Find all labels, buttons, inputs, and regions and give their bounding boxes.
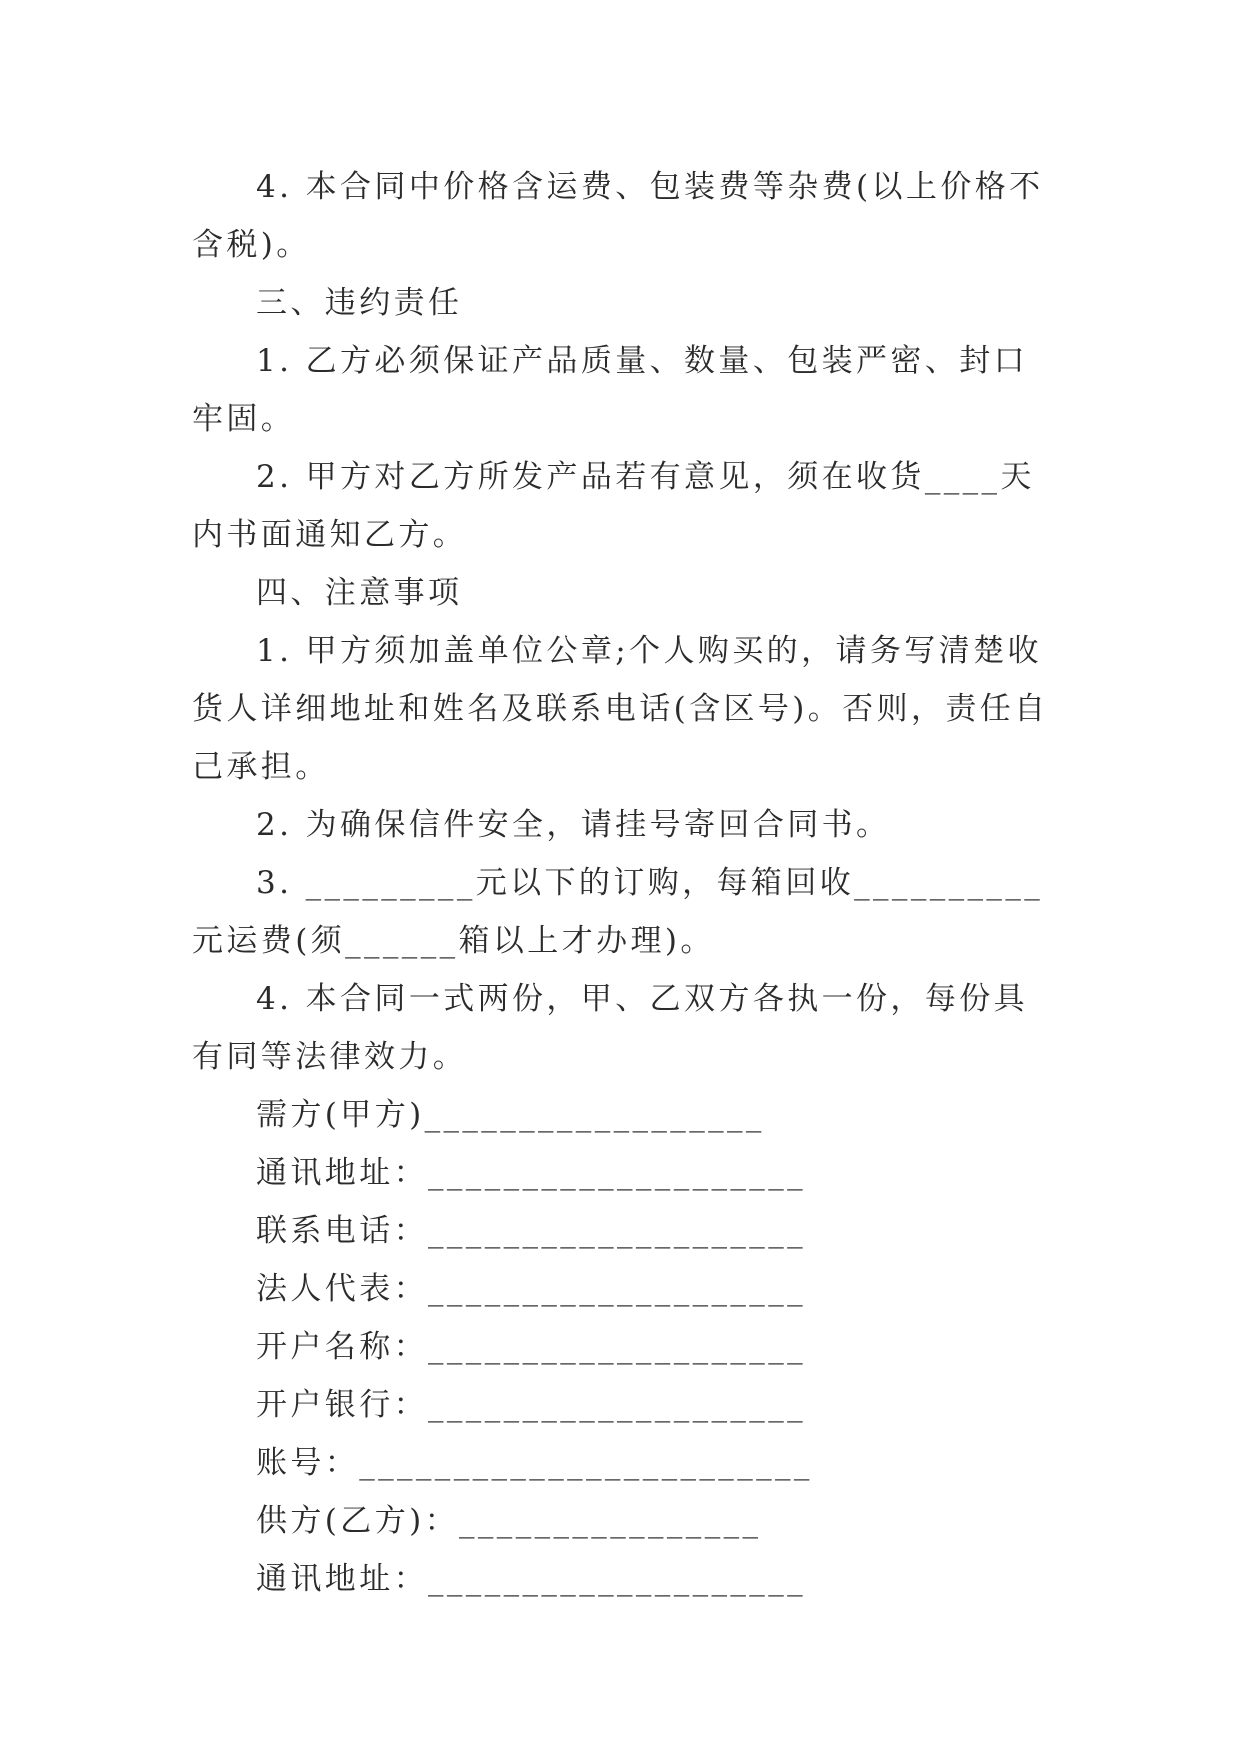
section-heading-liability: 三、违约责任 (256, 285, 463, 321)
liability-clause-2: 2. 甲方对乙方所发产品若有意见，须在收货____天内书面通知乙方。 (192, 459, 1035, 553)
field-bank: 开户银行：____________________ (256, 1387, 806, 1423)
field-legal-rep: 法人代表：____________________ (256, 1271, 806, 1307)
notes-clause-4: 4. 本合同一式两份，甲、乙双方各执一份，每份具有同等法律效力。 (192, 981, 1029, 1075)
field-demand-party: 需方(甲方)__________________ (256, 1097, 765, 1133)
notes-clause-1: 1. 甲方须加盖单位公章;个人购买的，请务写清楚收货人详细地址和姓名及联系电话(含区号)。否则，责任自己承担。 (192, 633, 1049, 785)
field-account-no: 账号：________________________ (256, 1445, 813, 1481)
notes-clause-2: 2. 为确保信件安全，请挂号寄回合同书。 (256, 807, 891, 843)
field-address-1: 通讯地址：____________________ (256, 1155, 806, 1191)
contract-body (192, 158, 1052, 1608)
field-supply-party: 供方(乙方)：________________ (256, 1503, 762, 1539)
field-account-name: 开户名称：____________________ (256, 1329, 806, 1365)
liability-clause-1: 1. 乙方必须保证产品质量、数量、包装严密、封口牢固。 (192, 343, 1029, 437)
price-note-paragraph: 4. 本合同中价格含运费、包装费等杂费(以上价格不含税)。 (192, 169, 1044, 263)
section-heading-notes: 四、注意事项 (256, 575, 463, 611)
field-address-2: 通讯地址：____________________ (256, 1561, 806, 1597)
field-phone: 联系电话：____________________ (256, 1213, 806, 1249)
notes-clause-3: 3. _________元以下的订购，每箱回收__________元运费(须______箱以上才办理)。 (192, 865, 1044, 959)
